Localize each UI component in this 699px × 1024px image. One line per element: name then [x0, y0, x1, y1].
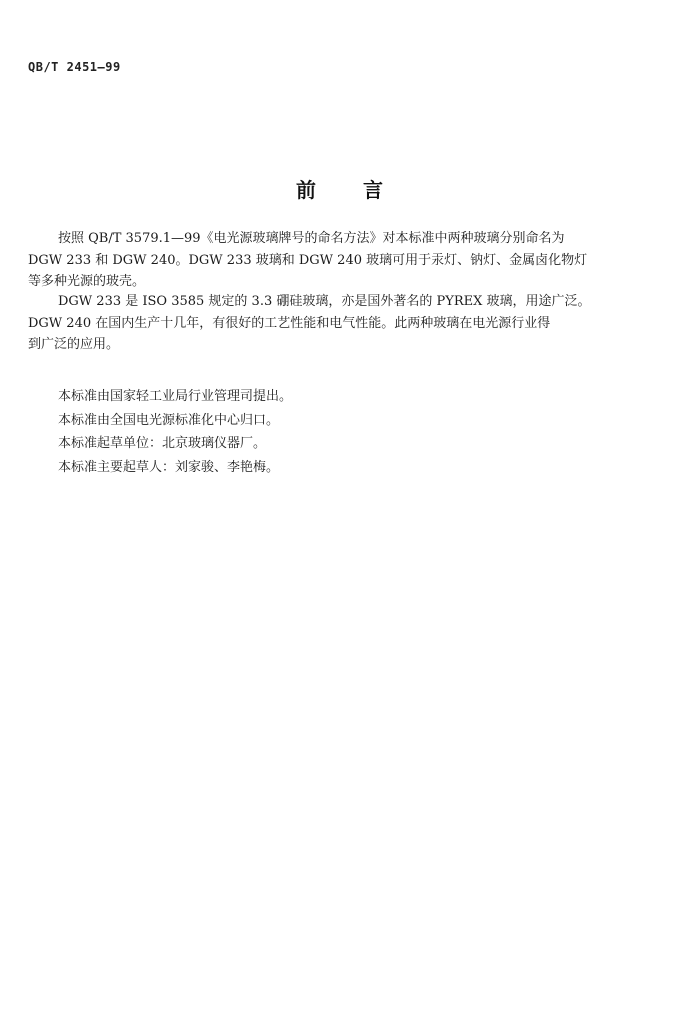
page-title: 前 言: [296, 178, 403, 202]
paragraph-line: 到广泛的应用。: [28, 337, 120, 352]
standard-code: QB/T 2451—99: [28, 60, 121, 74]
paragraph-description: [28, 291, 640, 356]
note-proposed-by: 本标准由国家轻工业局行业管理司提出。: [58, 389, 293, 404]
note-drafters: 本标准主要起草人：刘家骏、李艳梅。: [58, 459, 280, 475]
paragraph-line: 等多种光源的玻壳。: [28, 274, 146, 289]
standard-notes: [58, 385, 292, 479]
note-drafting-unit: 本标准起草单位：北京玻璃仪器厂。: [58, 436, 267, 451]
paragraph-line: DGW 233 和 DGW 240。DGW 233 玻璃和 DGW 240 玻璃可用于汞灯、钠灯、金属卤化物灯: [28, 252, 588, 268]
paragraph-line: DGW 240 在国内生产十几年，有很好的工艺性能和电气性能。此两种玻璃在电光源行业得: [28, 315, 551, 331]
paragraph-line: DGW 233 是 ISO 3585 规定的 3.3 硼硅玻璃，亦是国外著名的 PYREX 玻璃，用途广泛。: [58, 294, 591, 309]
paragraph-line: 按照 QB/T 3579.1—99《电光源玻璃牌号的命名方法》对本标准中两种玻璃分别命名为: [58, 231, 565, 246]
paragraph-naming: [28, 228, 640, 293]
note-centralized-by: 本标准由全国电光源标准化中心归口。: [58, 412, 280, 428]
